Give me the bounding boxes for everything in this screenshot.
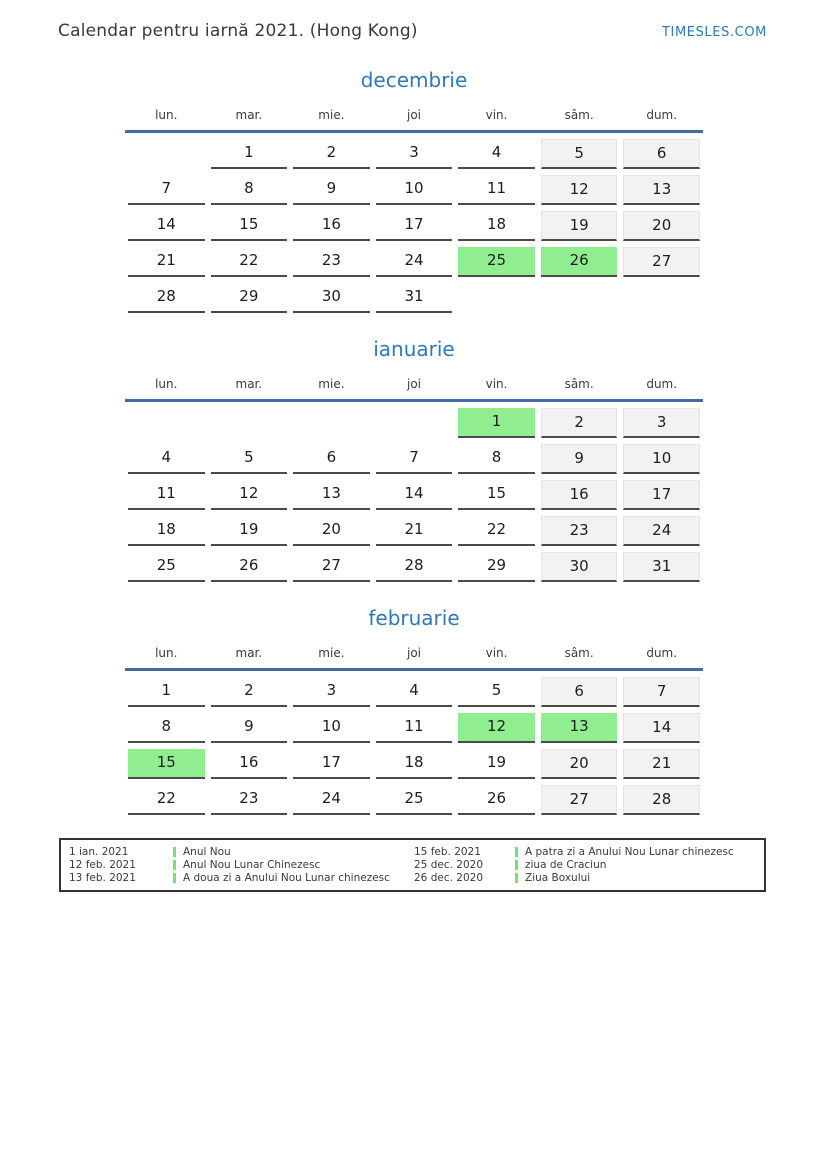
day-cell: 3	[293, 677, 370, 707]
day-cell: 4	[458, 139, 535, 169]
holiday-marker-bar	[173, 847, 176, 857]
months-container	[125, 66, 703, 815]
day-cell: 14	[128, 211, 205, 241]
weekday-label: joi	[406, 377, 421, 391]
day-cell: 3	[376, 139, 453, 169]
week-row	[125, 438, 703, 474]
day-cell: 7	[376, 444, 453, 474]
week-row	[125, 510, 703, 546]
month-decembrie	[125, 66, 703, 313]
weekday-header-row	[125, 640, 703, 671]
day-cell: 4	[128, 444, 205, 474]
day-cell: 28	[128, 283, 205, 313]
day-cell: 6	[293, 444, 370, 474]
day-cell-empty	[541, 283, 618, 313]
day-cell: 4	[376, 677, 453, 707]
day-cell: 26	[458, 785, 535, 815]
day-cell-weekend: 5	[541, 139, 618, 169]
weekday-label: vin.	[485, 108, 508, 122]
day-cell: 27	[293, 552, 370, 582]
holiday-marker-bar	[173, 860, 176, 870]
page-title: Calendar pentru iarnă 2021. (Hong Kong)	[58, 21, 418, 41]
weekday-label: vin.	[485, 377, 508, 391]
day-cell: 24	[293, 785, 370, 815]
month-title: decembrie	[360, 68, 468, 92]
holidays-legend	[59, 838, 766, 892]
day-cell-weekend: 14	[623, 713, 700, 743]
day-cell-weekend: 12	[541, 175, 618, 205]
day-cell-empty	[623, 283, 700, 313]
day-cell: 18	[458, 211, 535, 241]
day-cell-weekend: 3	[623, 408, 700, 438]
weekday-header-row	[125, 371, 703, 402]
day-cell: 8	[128, 713, 205, 743]
weekday-label: mie.	[318, 646, 345, 660]
legend-entry	[69, 871, 414, 884]
month-title: ianuarie	[373, 337, 455, 361]
day-cell: 30	[293, 283, 370, 313]
day-cell-empty	[376, 408, 453, 438]
day-cell: 10	[293, 713, 370, 743]
day-cell: 19	[211, 516, 288, 546]
weekday-label: mar.	[235, 646, 263, 660]
weekday-label: dum.	[646, 377, 678, 391]
legend-entry	[414, 858, 764, 871]
day-cell: 16	[293, 211, 370, 241]
day-cell: 22	[211, 247, 288, 277]
day-cell-weekend: 21	[623, 749, 700, 779]
day-cell-empty	[458, 283, 535, 313]
day-cell: 18	[128, 516, 205, 546]
weekday-label: mie.	[318, 377, 345, 391]
holiday-marker-bar	[173, 873, 176, 883]
day-cell: 11	[458, 175, 535, 205]
legend-entry	[69, 858, 414, 871]
day-cell: 11	[128, 480, 205, 510]
weekday-label: lun.	[155, 377, 178, 391]
holiday-marker-bar	[515, 860, 518, 870]
legend-date: 13 feb. 2021	[69, 871, 136, 884]
day-cell-weekend: 6	[541, 677, 618, 707]
day-cell: 29	[458, 552, 535, 582]
page-header	[0, 0, 827, 42]
day-cell: 15	[458, 480, 535, 510]
day-cell-weekend: 2	[541, 408, 618, 438]
weekday-label: joi	[406, 646, 421, 660]
weekday-label: dum.	[646, 108, 678, 122]
day-cell: 18	[376, 749, 453, 779]
day-cell-weekend: 31	[623, 552, 700, 582]
month-grid	[125, 402, 703, 582]
legend-date: 26 dec. 2020	[414, 871, 483, 884]
day-cell: 10	[376, 175, 453, 205]
day-cell: 14	[376, 480, 453, 510]
day-cell: 5	[458, 677, 535, 707]
weekday-label: mar.	[235, 108, 263, 122]
week-row	[125, 169, 703, 205]
legend-label: Ziua Boxului	[525, 871, 591, 884]
weekday-label: vin.	[485, 646, 508, 660]
day-cell: 2	[211, 677, 288, 707]
week-row	[125, 546, 703, 582]
day-cell-empty	[128, 139, 205, 169]
day-cell-weekend: 30	[541, 552, 618, 582]
week-row	[125, 241, 703, 277]
legend-column	[414, 845, 764, 884]
day-cell-empty	[128, 408, 205, 438]
weekday-label: joi	[406, 108, 421, 122]
month-grid	[125, 133, 703, 313]
day-cell: 9	[211, 713, 288, 743]
legend-label: Anul Nou	[183, 845, 231, 858]
day-cell: 2	[293, 139, 370, 169]
day-cell: 8	[458, 444, 535, 474]
legend-date: 15 feb. 2021	[414, 845, 481, 858]
day-cell: 8	[211, 175, 288, 205]
weekday-label: sâm.	[564, 108, 594, 122]
day-cell-empty	[211, 408, 288, 438]
day-cell-weekend: 20	[541, 749, 618, 779]
day-cell: 21	[376, 516, 453, 546]
day-cell: 5	[211, 444, 288, 474]
legend-label: Anul Nou Lunar Chinezesc	[183, 858, 321, 871]
day-cell-holiday: 13	[541, 713, 618, 743]
legend-entry	[414, 871, 764, 884]
day-cell-weekend: 9	[541, 444, 618, 474]
day-cell-weekend: 10	[623, 444, 700, 474]
day-cell: 26	[211, 552, 288, 582]
day-cell: 25	[128, 552, 205, 582]
day-cell-weekend: 23	[541, 516, 618, 546]
day-cell-holiday: 25	[458, 247, 535, 277]
day-cell-holiday: 15	[128, 749, 205, 779]
day-cell-empty	[293, 408, 370, 438]
day-cell: 28	[376, 552, 453, 582]
weekday-label: lun.	[155, 646, 178, 660]
holiday-marker-bar	[515, 873, 518, 883]
legend-column	[69, 845, 414, 884]
day-cell-holiday: 12	[458, 713, 535, 743]
legend-label: ziua de Craciun	[525, 858, 607, 871]
week-row	[125, 671, 703, 707]
day-cell-weekend: 19	[541, 211, 618, 241]
day-cell: 7	[128, 175, 205, 205]
day-cell: 20	[293, 516, 370, 546]
day-cell-weekend: 16	[541, 480, 618, 510]
legend-label: A patra zi a Anului Nou Lunar chinezesc	[525, 845, 734, 858]
day-cell-weekend: 7	[623, 677, 700, 707]
weekday-header-row	[125, 102, 703, 133]
day-cell: 29	[211, 283, 288, 313]
legend-entry	[414, 845, 764, 858]
weekday-label: dum.	[646, 646, 678, 660]
day-cell-weekend: 6	[623, 139, 700, 169]
legend-date: 12 feb. 2021	[69, 858, 136, 871]
day-cell-weekend: 28	[623, 785, 700, 815]
week-row	[125, 402, 703, 438]
day-cell-weekend: 13	[623, 175, 700, 205]
day-cell: 21	[128, 247, 205, 277]
day-cell-holiday: 26	[541, 247, 618, 277]
week-row	[125, 205, 703, 241]
legend-date: 1 ian. 2021	[69, 845, 129, 858]
day-cell: 17	[376, 211, 453, 241]
day-cell: 16	[211, 749, 288, 779]
day-cell: 23	[293, 247, 370, 277]
day-cell: 23	[211, 785, 288, 815]
month-grid	[125, 671, 703, 815]
day-cell: 22	[128, 785, 205, 815]
day-cell: 15	[211, 211, 288, 241]
week-row	[125, 779, 703, 815]
day-cell-weekend: 20	[623, 211, 700, 241]
day-cell-weekend: 27	[623, 247, 700, 277]
day-cell: 19	[458, 749, 535, 779]
day-cell-weekend: 17	[623, 480, 700, 510]
week-row	[125, 474, 703, 510]
week-row	[125, 707, 703, 743]
day-cell: 17	[293, 749, 370, 779]
month-ianuarie	[125, 335, 703, 582]
day-cell: 31	[376, 283, 453, 313]
month-februarie	[125, 604, 703, 815]
legend-entry	[69, 845, 414, 858]
weekday-label: lun.	[155, 108, 178, 122]
day-cell: 22	[458, 516, 535, 546]
day-cell-holiday: 1	[458, 408, 535, 438]
weekday-label: mar.	[235, 377, 263, 391]
day-cell: 1	[211, 139, 288, 169]
day-cell: 12	[211, 480, 288, 510]
day-cell: 25	[376, 785, 453, 815]
weekday-label: mie.	[318, 108, 345, 122]
day-cell: 13	[293, 480, 370, 510]
day-cell-weekend: 24	[623, 516, 700, 546]
holiday-marker-bar	[515, 847, 518, 857]
weekday-label: sâm.	[564, 377, 594, 391]
day-cell-weekend: 27	[541, 785, 618, 815]
legend-label: A doua zi a Anului Nou Lunar chinezesc	[183, 871, 390, 884]
legend-date: 25 dec. 2020	[414, 858, 483, 871]
weekday-label: sâm.	[564, 646, 594, 660]
day-cell: 9	[293, 175, 370, 205]
site-link[interactable]: TIMESLES.COM	[661, 25, 767, 40]
week-row	[125, 743, 703, 779]
month-title: februarie	[368, 606, 460, 630]
day-cell: 24	[376, 247, 453, 277]
week-row	[125, 277, 703, 313]
day-cell: 1	[128, 677, 205, 707]
week-row	[125, 133, 703, 169]
day-cell: 11	[376, 713, 453, 743]
